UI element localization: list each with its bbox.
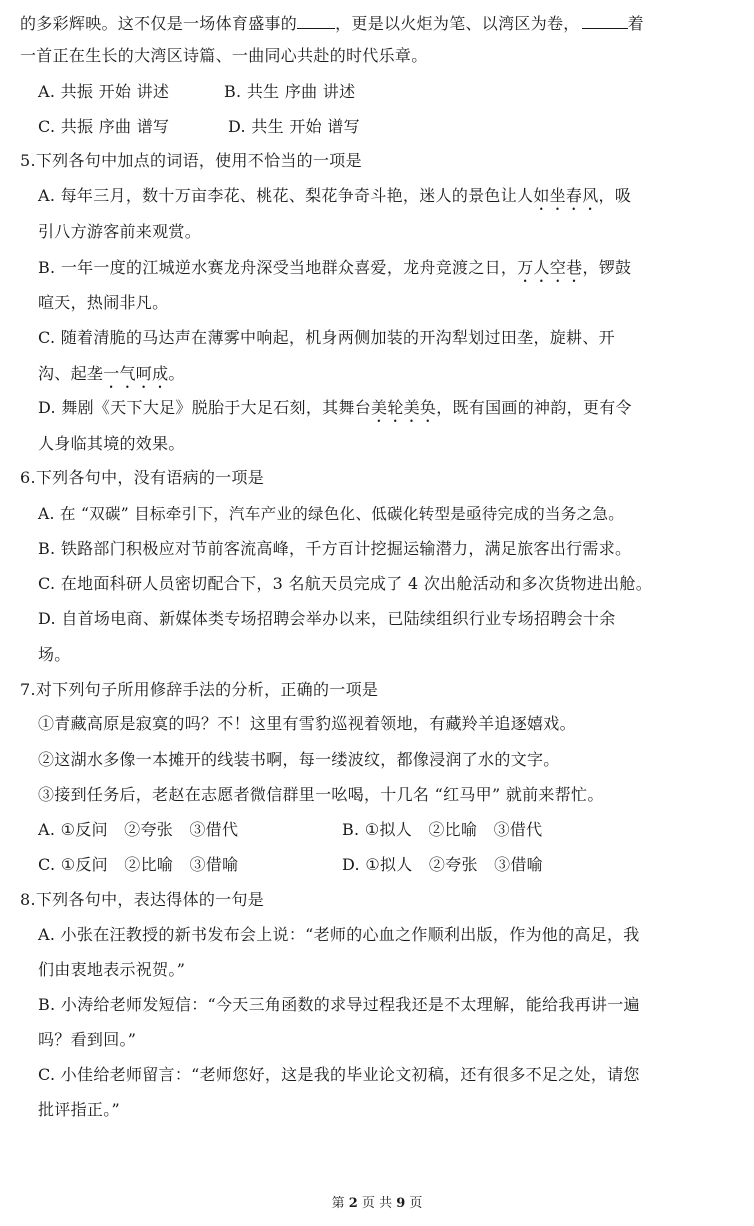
intro-option-a: A. 共振 开始 讲述 <box>38 82 170 101</box>
q8-option-c-line-2: 批评指正。” <box>38 1100 120 1119</box>
q7-sentence-3: ③接到任务后，老赵在志愿者微信群里一吆喝，十几名 “红马甲” 就前来帮忙。 <box>38 785 604 804</box>
blank-2 <box>582 14 628 29</box>
intro-text-b: ，更是以火炬为笔、以湾区为卷， <box>335 14 580 33</box>
q5-c-text-tail: 。 <box>168 364 185 383</box>
q7-options-row-2 <box>38 855 543 875</box>
q8-option-b-line-2: 吗？看到回。” <box>38 1030 137 1049</box>
intro-option-d: D. 共生 开始 谱写 <box>228 117 360 136</box>
q5-option-d-line-1 <box>38 398 632 426</box>
intro-text-c: 着 <box>627 14 644 33</box>
q7-options-row-1 <box>38 820 542 840</box>
q6-option-a: A. 在 “双碳” 目标牵引下，汽车产业的绿色化、低碳化转型是亟待完成的当务之急。 <box>38 505 625 523</box>
q5-d-text: D. 舞剧《天下大足》脱胎于大足石刻，其舞台 <box>38 398 372 417</box>
q5-a-text: A. 每年三月，数十万亩李花、桃花、梨花争奇斗艳，迷人的景色让人 <box>38 186 534 205</box>
footer-text: 第 <box>331 1196 349 1211</box>
q5-option-a-line-2: 引八方游客前来观赏。 <box>38 222 202 241</box>
q5-option-c-line-1: C. 随着清脆的马达声在薄雾中响起，机身两侧加装的开沟犁划过田垄，旋耕、开 <box>38 328 615 347</box>
intro-option-b: B. 共生 序曲 讲述 <box>224 82 356 101</box>
page-number: 2 <box>348 1196 358 1211</box>
q5-a-dotted-word: 如坐春风 <box>533 186 599 205</box>
q7-option-b: B. ①拟人 ②比喻 ③借代 <box>342 820 543 839</box>
q6-option-b: B. 铁路部门积极应对节前客流高峰，千方百计挖掘运输潜力，满足旅客出行需求。 <box>38 539 632 558</box>
q7-sentence-2: ②这湖水多像一本摊开的线装书啊，每一缕波纹，都像浸润了水的文字。 <box>38 750 560 769</box>
blank-1 <box>297 14 335 29</box>
intro-options-row-2 <box>38 117 360 137</box>
q5-option-c-line-2 <box>38 364 185 392</box>
q5-stem: 5.下列各句中加点的词语，使用不恰当的一项是 <box>20 151 362 170</box>
q5-b-text: B. 一年一度的江城逆水赛龙舟深受当地群众喜爱，龙舟竞渡之日， <box>38 258 518 277</box>
q8-option-a-line-2: 们由衷地表示祝贺。” <box>38 960 186 979</box>
q5-c-dotted-word: 一气呵成 <box>103 364 169 383</box>
q8-option-c-line-1: C. 小佳给老师留言：“老师您好，这是我的毕业论文初稿，还有很多不足之处，请您 <box>38 1065 640 1084</box>
intro-line-2: 一首正在生长的大湾区诗篇、一曲同心共赴的时代乐章。 <box>20 46 428 65</box>
q6-stem: 6.下列各句中，没有语病的一项是 <box>20 468 265 487</box>
intro-options-row-1 <box>38 82 355 102</box>
q7-option-a: A. ①反问 ②夸张 ③借代 <box>38 820 239 839</box>
q5-b-dotted-word: 万人空巷 <box>517 258 583 277</box>
footer-text-mid: 页 共 <box>357 1196 397 1211</box>
q8-option-a-line-1: A. 小张在汪教授的新书发布会上说：“老师的心血之作顺利出版，作为他的高足，我 <box>38 925 640 944</box>
q6-option-d-line-1: D. 自首场电商、新媒体类专场招聘会举办以来，已陆续组织行业专场招聘会十余 <box>38 609 616 628</box>
q8-option-b-line-1: B. 小涛给老师发短信：“今天三角函数的求导过程我还是不太理解，能给我再讲一遍 <box>38 995 640 1014</box>
q5-d-text-tail: ，既有国画的神韵，更有令 <box>436 398 632 417</box>
q6-option-c: C. 在地面科研人员密切配合下，3 名航天员完成了 4 次出舱活动和多次货物进出舱。 <box>38 574 653 593</box>
q6-option-d-line-2: 场。 <box>38 645 71 664</box>
q5-option-a-line-1 <box>38 186 631 214</box>
footer-text-end: 页 <box>405 1196 423 1211</box>
q7-option-c: C. ①反问 ②比喻 ③借喻 <box>38 855 239 874</box>
page-footer <box>0 1196 754 1212</box>
intro-text-a: 的多彩辉映。这不仅是一场体育盛事的 <box>20 14 298 33</box>
q5-b-text-tail: ，锣鼓 <box>582 258 632 277</box>
q7-sentence-1: ①青藏高原是寂寞的吗？不！这里有雪豹巡视着领地，有藏羚羊追逐嬉戏。 <box>38 714 576 733</box>
q5-c-text: 沟、起垄 <box>38 364 104 383</box>
page-total: 9 <box>396 1196 406 1211</box>
q5-option-b-line-2: 喧天，热闹非凡。 <box>38 293 169 312</box>
q7-option-d: D. ①拟人 ②夸张 ③借喻 <box>342 855 543 874</box>
intro-line-1 <box>20 14 644 34</box>
intro-option-c: C. 共振 序曲 谱写 <box>38 117 170 136</box>
q8-stem: 8.下列各句中，表达得体的一句是 <box>20 890 265 909</box>
q5-a-text-tail: ，吸 <box>598 186 632 205</box>
q5-d-dotted-word: 美轮美奂 <box>371 398 437 417</box>
q7-stem: 7.对下列句子所用修辞手法的分析，正确的一项是 <box>20 680 379 699</box>
q5-option-d-line-2: 人身临其境的效果。 <box>38 434 185 453</box>
q5-option-b-line-1 <box>38 258 631 286</box>
